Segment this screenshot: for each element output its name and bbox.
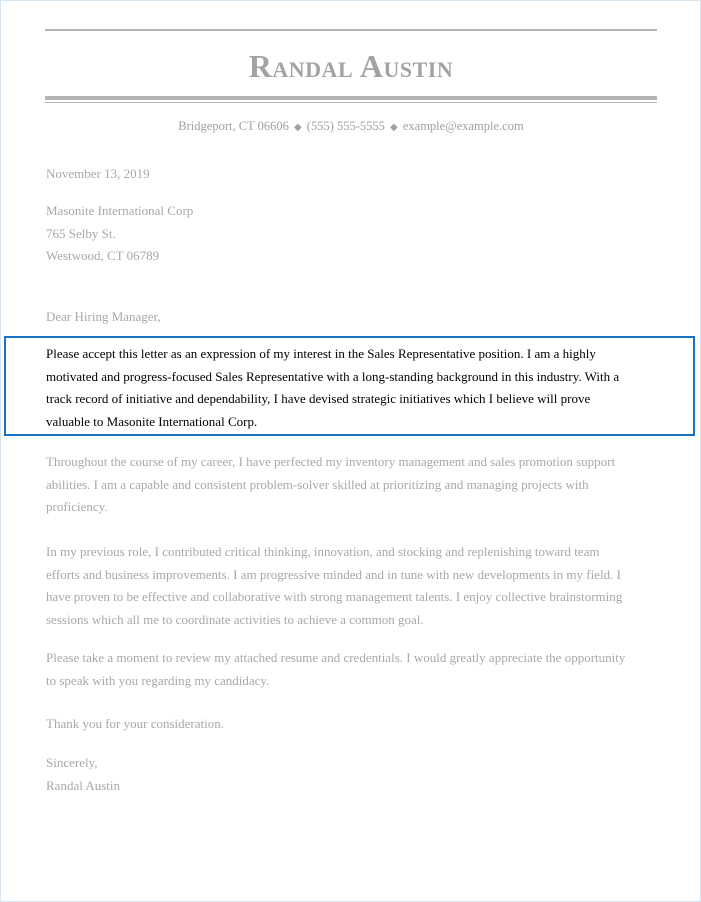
contact-email: example@example.com [402,119,524,133]
contact-address: Bridgeport, CT 06606 [178,119,289,133]
paragraph-line: In my previous role, I contributed critical thinking, innovation, and stocking and replenishing toward team [46,544,600,559]
recipient-company: Masonite International Corp [46,203,194,218]
contact-line [45,118,657,136]
paragraph-intro[interactable] [46,343,658,433]
contact-separator-diamond-icon: ◆ [293,122,302,133]
paragraph-career [46,451,658,519]
header-top-rule [45,29,657,31]
valediction: Sincerely, [46,755,98,770]
closing-line: Thank you for your consideration. [46,716,224,731]
paragraph-previous-role [46,541,658,631]
contact-phone: (555) 555-5555 [306,119,385,133]
contact-separator-diamond-icon: ◆ [390,122,398,133]
paragraph-line: to speak with you regarding my candidacy. [46,672,270,688]
header-thick-rule [45,96,657,100]
paragraph-line: abilities. I am a capable and consistent problem-solver skilled at prioritizing and managing projects with [46,476,589,492]
signature-name: Randal Austin [46,777,121,793]
paragraph-line: efforts and business improvements. I am progressive minded and in tune with new developments in my field. I [46,566,621,582]
signoff [46,752,658,797]
paragraph-line: Please take a moment to review my attached resume and credentials. I would greatly appreciate the opportunity [46,650,626,665]
paragraph-request [46,647,658,692]
paragraph-line: motivated and progress-focused Sales Representative with a long-standing background in this industry. With a [46,368,620,384]
paragraph-line: Throughout the course of my career, I have perfected my inventory management and sales promotion support [46,454,616,469]
applicant-name: Randal Austin [248,48,454,84]
paragraph-line: sessions which all me to coordinate activities to achieve a common goal. [46,611,424,627]
recipient-street: 765 Selby St. [46,225,116,241]
paragraph-line: valuable to Masonite International Corp. [46,413,258,429]
paragraph-line: proficiency. [46,499,108,514]
paragraph-line: Please accept this letter as an expression of my interest in the Sales Representative position. I am a highly [46,346,596,361]
paragraph-line: have proven to be effective and collaborative with strong management talents. I enjoy collective brainstorming [46,589,623,604]
header-thin-rule [45,102,657,103]
recipient-city: Westwood, CT 06789 [46,248,160,263]
paragraph-line: track record of initiative and dependability, I have devised strategic initiatives which I believe will prove [46,391,591,406]
letter-date: November 13, 2019 [46,166,150,181]
recipient-address [46,200,658,268]
salutation: Dear Hiring Manager, [46,309,161,324]
